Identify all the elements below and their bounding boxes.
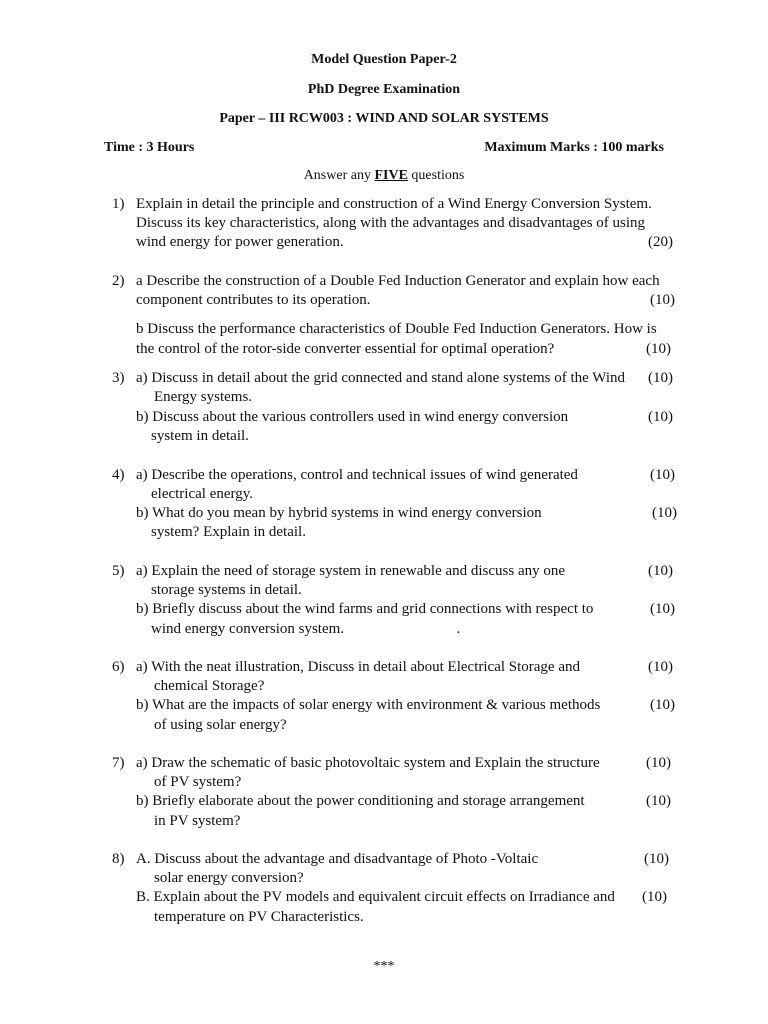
paper-title: Model Question Paper-2 [311,52,457,67]
question-number: 2) [112,273,125,289]
part-b-marks: (10) [650,601,675,617]
part-a-marks: (10) [650,292,675,308]
question-part-b-line: b) What do you mean by hybrid systems in wind energy conversion [136,505,542,521]
question-part-b-line: system in detail. [151,428,249,444]
part-b-marks: (10) [642,889,667,905]
question-part-a-line: a) Draw the schematic of basic photovoltaic system and Explain the structure [136,755,600,771]
question-number: 8) [112,851,125,867]
part-a-marks: (10) [648,370,673,386]
part-a-marks: (10) [646,755,671,771]
question-part-a-line: a Describe the construction of a Double Fed Induction Generator and explain how each [136,273,660,289]
time-label: Time : 3 Hours [104,140,195,155]
question-number: 7) [112,755,125,771]
question-part-b-line: temperature on PV Characteristics. [154,909,364,925]
question-part-a-line: a) Discuss in detail about the grid connected and stand alone systems of the Wind [136,370,626,386]
question-part-a-line: electrical energy. [151,486,254,502]
question-part-a-line: Energy systems. [154,389,253,405]
question-part-a-line: solar energy conversion? [154,870,304,886]
question-part-a-line: chemical Storage? [154,678,265,694]
instruction [0,167,768,185]
instruction-post: questions [407,168,465,183]
instruction-pre: Answer any [303,168,375,183]
question-text-line: wind energy for power generation. [136,234,344,250]
question-part-b-line: b) Briefly elaborate about the power conditioning and storage arrangement [136,793,585,809]
question-part-a-line: storage systems in detail. [151,582,302,598]
question-part-a-line: of PV system? [154,774,242,790]
question-part-b-line: b) Discuss about the various controllers used in wind energy conversion [136,409,569,425]
part-b-marks: (10) [650,697,675,713]
question-part-b-line: system? Explain in detail. [151,524,306,540]
question-number: 5) [112,563,125,579]
question-part-b-line: wind energy conversion system. . [151,621,461,637]
question-part-b-line: B. Explain about the PV models and equivalent circuit effects on Irradiance and [136,889,615,905]
part-a-marks: (10) [648,563,673,579]
part-b-marks: (10) [646,793,671,809]
question-part-b-line: of using solar energy? [154,717,287,733]
end-marker: *** [373,959,395,974]
question-number: 1) [112,196,125,212]
question-text-line: Explain in detail the principle and construction of a Wind Energy Conversion System. [136,196,652,212]
exam-name: PhD Degree Examination [307,82,461,97]
question-part-b-line: b) Briefly discuss about the wind farms and grid connections with respect to [136,601,594,617]
question-part-b-line: b) What are the impacts of solar energy with environment & various methods [136,697,601,713]
question-part-a-line: component contributes to its operation. [136,292,371,308]
part-b-marks: (10) [646,341,671,357]
max-marks-label: Maximum Marks : 100 marks [484,140,664,155]
question-part-b-line: b Discuss the performance characteristics of Double Fed Induction Generators. How is [136,321,657,337]
part-a-marks: (10) [648,659,673,675]
question-part-a-line: a) With the neat illustration, Discuss in detail about Electrical Storage and [136,659,580,675]
question-part-a-line: A. Discuss about the advantage and disadvantage of Photo -Voltaic [136,851,539,867]
question-number: 4) [112,467,125,483]
question-part-b-line: the control of the rotor-side converter essential for optimal operation? [136,341,555,357]
question-text-line: Discuss its key characteristics, along with the advantages and disadvantages of using [136,215,646,231]
part-b-marks: (10) [648,409,673,425]
question-number: 3) [112,370,125,386]
part-a-marks: (10) [644,851,669,867]
question-part-b-line: in PV system? [154,813,241,829]
part-b-marks: (10) [652,505,677,521]
question-part-a-line: a) Describe the operations, control and technical issues of wind generated [136,467,578,483]
instruction-emphasis: FIVE [374,168,408,183]
time-marks-row [104,139,664,157]
part-a-marks: (10) [650,467,675,483]
question-part-a-line: a) Explain the need of storage system in renewable and discuss any one [136,563,566,579]
question-number: 6) [112,659,125,675]
question-marks: (20) [648,234,673,250]
paper-code-title: Paper – III RCW003 : WIND AND SOLAR SYSTEMS [219,111,549,126]
